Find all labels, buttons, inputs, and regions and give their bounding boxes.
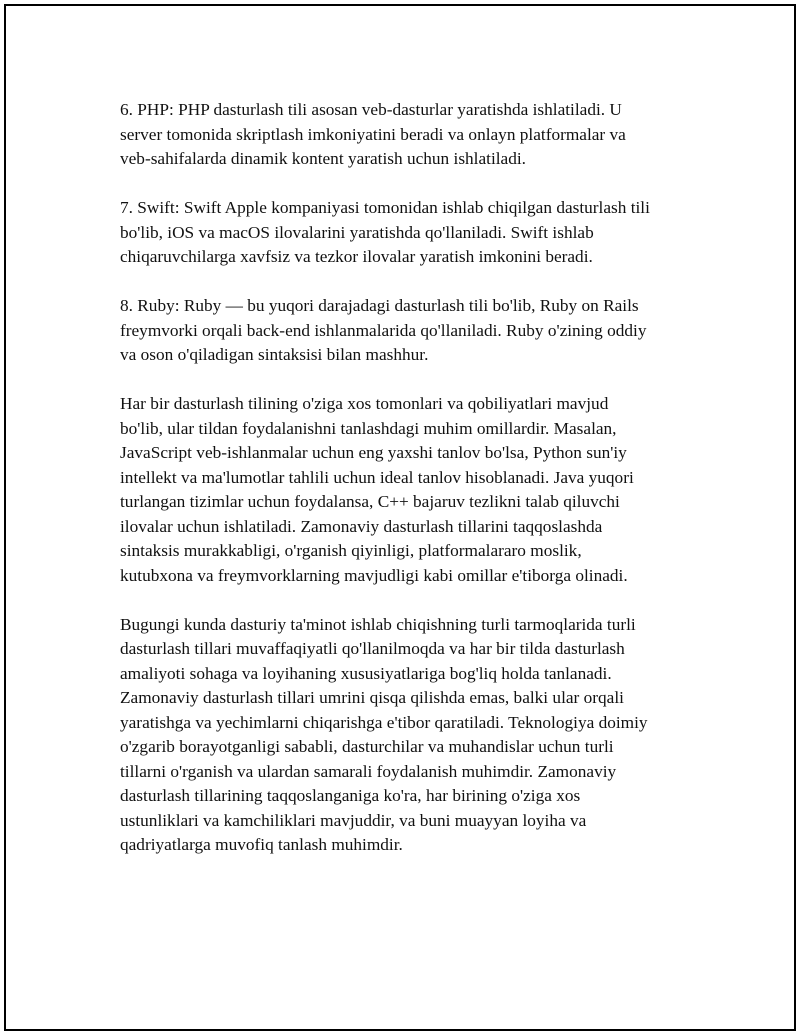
text-line: server tomonida skriptlash imkoniyatini beradi va onlayn platformalar va: [120, 124, 626, 144]
text-line: va oson o'qiladigan sintaksisi bilan mashhur.: [120, 345, 429, 364]
text-line: qadriyatlarga muvofiq tanlash muhimdir.: [120, 835, 403, 854]
text-line: intellekt va ma'lumotlar tahlili uchun ideal tanlov hisoblanadi. Java yuqori: [120, 467, 634, 487]
text-line: veb-sahifalarda dinamik kontent yaratish uchun ishlatiladi.: [120, 149, 526, 168]
paragraph-comparison: [120, 392, 700, 588]
text-line: dasturlash tillari muvaffaqiyatli qo'llanilmoqda va har bir tilda dasturlash: [120, 639, 625, 658]
text-line: sintaksis murakkabligi, o'rganish qiyinligi, platformalararo moslik,: [120, 541, 582, 560]
text-line: bo'lib, ular tildan foydalanishni tanlashdagi muhim omillardir. Masalan,: [120, 418, 617, 438]
text-line: kutubxona va freymvorklarning mavjudligi kabi omillar e'tiborga olinadi.: [120, 565, 628, 585]
paragraph-conclusion: [120, 613, 700, 858]
page-frame: [4, 4, 796, 1031]
text-line: Bugungi kunda dasturiy ta'minot ishlab chiqishning turli tarmoqlarida turli: [120, 614, 636, 634]
text-line: ustunliklari va kamchiliklari mavjuddir, va buni muayyan loyiha va: [120, 810, 587, 830]
text-line: ilovalar uchun ishlatiladi. Zamonaviy dasturlash tillarini taqqoslashda: [120, 516, 603, 536]
text-line: dasturlash tillarining taqqoslanganiga ko'ra, har birining o'ziga xos: [120, 786, 581, 805]
document-body: [120, 98, 700, 882]
text-line: turlangan tizimlar uchun foydalansa, C++ bajaruv tezlikni talab qiluvchi: [120, 492, 620, 511]
text-line: Har bir dasturlash tilining o'ziga xos tomonlari va qobiliyatlari mavjud: [120, 394, 609, 413]
text-line: yaratishga va yechimlarni chiqarishga e'tibor qaratiladi. Teknologiya doimiy: [120, 712, 648, 732]
text-line: tillarni o'rganish va ulardan samarali foydalanish muhimdir. Zamonaviy: [120, 761, 617, 781]
text-line: 7. Swift: Swift Apple kompaniyasi tomonidan ishlab chiqilgan dasturlash tili: [120, 198, 650, 217]
paragraph-ruby: [120, 294, 700, 368]
text-line: JavaScript veb-ishlanmalar uchun eng yaxshi tanlov bo'lsa, Python sun'iy: [120, 443, 627, 462]
text-line: 6. PHP: PHP dasturlash tili asosan veb-dasturlar yaratishda ishlatiladi. U: [120, 100, 622, 119]
text-line: chiqaruvchilarga xavfsiz va tezkor ilovalar yaratish imkonini beradi.: [120, 247, 593, 266]
text-line: freymvorki orqali back-end ishlanmalarida qo'llaniladi. Ruby o'zining oddiy: [120, 320, 647, 340]
text-line: Zamonaviy dasturlash tillari umrini qisqa qilishda emas, balki ular orqali: [120, 688, 624, 707]
text-line: o'zgarib borayotganligi sababli, dasturchilar va muhandislar uchun turli: [120, 737, 614, 756]
text-line: bo'lib, iOS va macOS ilovalarini yaratishda qo'llaniladi. Swift ishlab: [120, 222, 594, 242]
text-line: 8. Ruby: Ruby — bu yuqori darajadagi dasturlash tili bo'lib, Ruby on Rails: [120, 296, 639, 315]
paragraph-swift: [120, 196, 700, 270]
text-line: amaliyoti sohaga va loyihaning xususiyatlariga bog'liq holda tanlanadi.: [120, 663, 612, 683]
paragraph-php: [120, 98, 700, 172]
